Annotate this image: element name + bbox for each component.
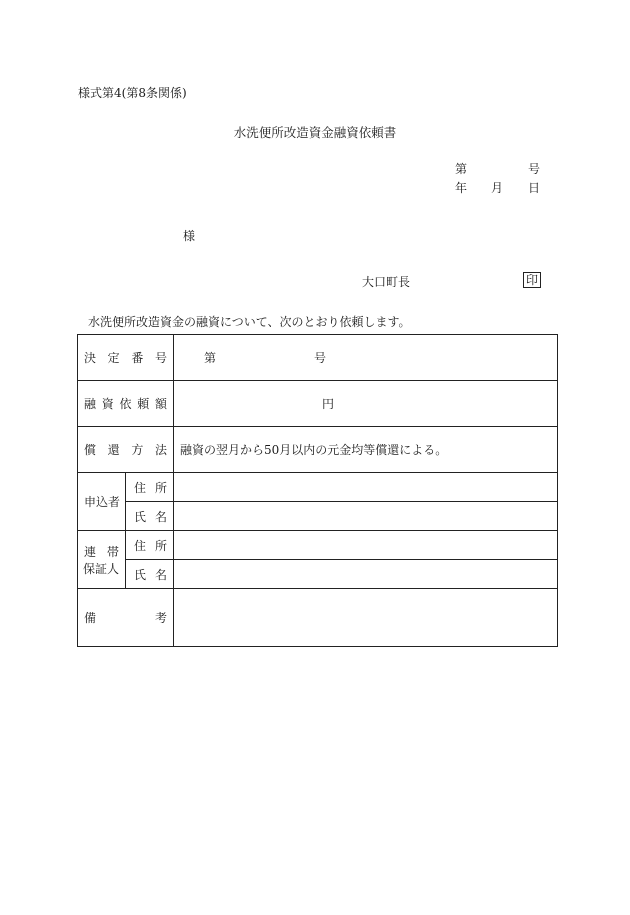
decision-label: 決 定 番 号 — [78, 335, 174, 381]
guarantor-address-field[interactable] — [174, 531, 558, 560]
seal-mark: 印 — [523, 272, 541, 288]
guarantor-name-field[interactable] — [174, 560, 558, 589]
row-loan-amount — [78, 381, 558, 427]
issuer: 大口町長 — [362, 275, 411, 289]
row-repayment-method — [78, 427, 558, 473]
row-decision-number — [78, 335, 558, 381]
applicant-address-label: 住 所 — [126, 473, 174, 502]
row-remarks — [78, 589, 558, 647]
date-year: 年 — [455, 181, 468, 195]
date-month: 月 — [491, 181, 504, 195]
guarantor-address-label: 住 所 — [126, 531, 174, 560]
applicant-name-label: 氏 名 — [126, 502, 174, 531]
intro-text: 水洗便所改造資金の融資について、次のとおり依頼します。 — [88, 315, 411, 329]
applicant-address-field[interactable] — [174, 473, 558, 502]
repayment-value: 融資の翌月から50月以内の元金均等償還による。 — [174, 427, 558, 473]
row-applicant-name — [78, 502, 558, 531]
row-guarantor-address — [78, 531, 558, 560]
applicant-name-field[interactable] — [174, 502, 558, 531]
remarks-label: 備 考 — [78, 589, 174, 647]
guarantor-label: 連 帯 保証人 — [78, 531, 126, 589]
doc-number-prefix: 第 — [455, 162, 468, 176]
document-title: 水洗便所改造資金融資依頼書 — [233, 125, 397, 140]
row-guarantor-name — [78, 560, 558, 589]
repayment-label: 償 還 方 法 — [78, 427, 174, 473]
applicant-label: 申込者 — [78, 473, 126, 531]
row-applicant-address — [78, 473, 558, 502]
addressee-suffix: 様 — [183, 229, 196, 243]
doc-number-suffix: 号 — [528, 162, 541, 176]
decision-value[interactable]: 第 号 — [174, 335, 558, 381]
loan-amount-value[interactable]: 円 — [174, 381, 558, 427]
remarks-field[interactable] — [174, 589, 558, 647]
form-number: 様式第4(第8条関係) — [78, 86, 187, 100]
application-table — [77, 334, 558, 647]
guarantor-name-label: 氏 名 — [126, 560, 174, 589]
loan-amount-label: 融 資 依 頼 額 — [78, 381, 174, 427]
date-day: 日 — [528, 181, 541, 195]
